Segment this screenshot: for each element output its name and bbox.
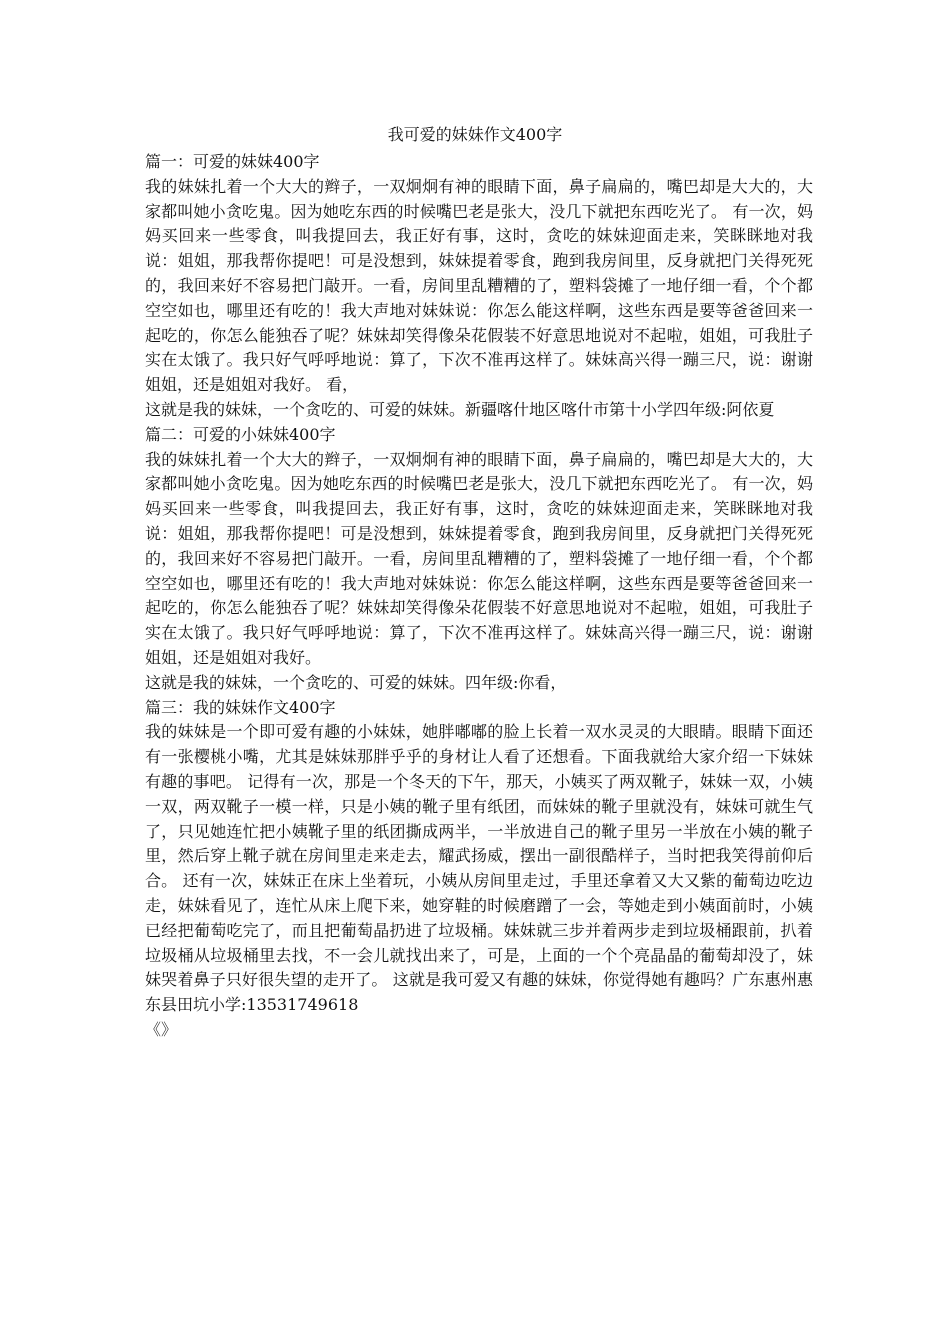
- paragraph: 我的妹妹扎着一个大大的辫子，一双炯炯有神的眼睛下面，鼻子扁扁的，嘴巴却是大大的，大家都叫她小贪吃鬼。因为她吃东西的时候嘴巴老是张大，没几下就把东西吃光了。 有一次，妈妈买回来一些零食，叫我提回去，我正好有事，这时，贪吃的妹妹迎面走来，笑眯眯地对我说：姐姐，那我帮你提吧！可是没想到，妹妹提着零食，跑到我房间里，反身就把门关得死死的，我回来好不容易把门敲开。一看，房间里乱糟糟的了，塑料袋摊了一地仔细一看，个个都空空如也，哪里还有吃的！我大声地对妹妹说：你怎么能这样啊，这些东西是要等爸爸回来一起吃的，你怎么能独吞了呢？妹妹却笑得像朵花假装不好意思地说对不起啦，姐姐，可我肚子实在太饿了。我只好气呼呼地说：算了，下次不准再这样了。妹妹高兴得一蹦三尺，说：谢谢姐姐，还是姐姐对我好。 看，: [145, 176, 813, 395]
- section-heading-2: 篇二：可爱的小妹妹400字: [145, 424, 336, 444]
- paragraph: 这就是我的妹妹，一个贪吃的、可爱的妹妹。新疆喀什地区喀什市第十小学四年级:阿依夏: [145, 399, 775, 419]
- document-body: [145, 150, 813, 1043]
- section-heading-1: 篇一：可爱的妹妹400字: [145, 152, 320, 171]
- closing-mark: 《》: [145, 1019, 178, 1039]
- section-heading-3: 篇三：我的妹妹作文400字: [145, 697, 336, 717]
- paragraph: 我的妹妹扎着一个大大的辫子，一双炯炯有神的眼睛下面，鼻子扁扁的，嘴巴却是大大的，大家都叫她小贪吃鬼。因为她吃东西的时候嘴巴老是张大，没几下就把东西吃光了。 有一次，妈妈买回来一些零食，叫我提回去，我正好有事，这时，贪吃的妹妹迎面走来，笑眯眯地对我说：姐姐，那我帮你提吧！可是没想到，妹妹提着零食，跑到我房间里，反身就把门关得死死的，我回来好不容易把门敲开。一看，房间里乱糟糟的了，塑料袋摊了一地仔细一看，个个都空空如也，哪里还有吃的！我大声地对妹妹说：你怎么能这样啊，这些东西是要等爸爸回来一起吃的，你怎么能独吞了呢？妹妹却笑得像朵花假装不好意思地说对不起啦，姐姐，可我肚子实在太饿了。我只好气呼呼地说：算了，下次不准再这样了。妹妹高兴得一蹦三尺，说：谢谢姐姐，还是姐姐对我好。: [145, 449, 813, 667]
- page-title: 我可爱的妹妹作文400字: [387, 125, 563, 144]
- paragraph: 我的妹妹是一个即可爱有趣的小妹妹，她胖嘟嘟的脸上长着一双水灵灵的大眼睛。眼睛下面还有一张樱桃小嘴，尤其是妹妹那胖乎乎的身材让人看了还想看。下面我就给大家介绍一下妹妹有趣的事吧。 记得有一次，那是一个冬天的下午，那天，小姨买了两双靴子，妹妹一双，小姨一双，两双靴子一模一样，只是小姨的靴子里有纸团，而妹妹的靴子里就没有，妹妹可就生气了，只见她连忙把小姨靴子里的纸团撕成两半，一半放进自己的靴子里另一半放在小姨的靴子里，然后穿上靴子就在房间里走来走去，耀武扬威，摆出一副很酷样子，当时把我笑得前仰后合。 还有一次，妹妹正在床上坐着玩，小姨从房间里走过，手里还拿着又大又紫的葡萄边吃边走，妹妹看见了，连忙从床上爬下来，她穿鞋的时候磨蹭了一会，等她走到小姨面前时，小姨已经把葡萄吃完了，而且把葡萄晶扔进了垃圾桶。妹妹就三步并着两步走到垃圾桶跟前，扒着垃圾桶从垃圾桶里去找，不一会儿就找出来了，可是，上面的一个个亮晶晶的葡萄却没了，妹妹哭着鼻子只好很失望的走开了。 这就是我可爱又有趣的妹妹，你觉得她有趣吗？广东惠州惠东县田坑小学:13531749618: [145, 722, 813, 1015]
- paragraph: 这就是我的妹妹，一个贪吃的、可爱的妹妹。四年级:你看，: [145, 672, 567, 692]
